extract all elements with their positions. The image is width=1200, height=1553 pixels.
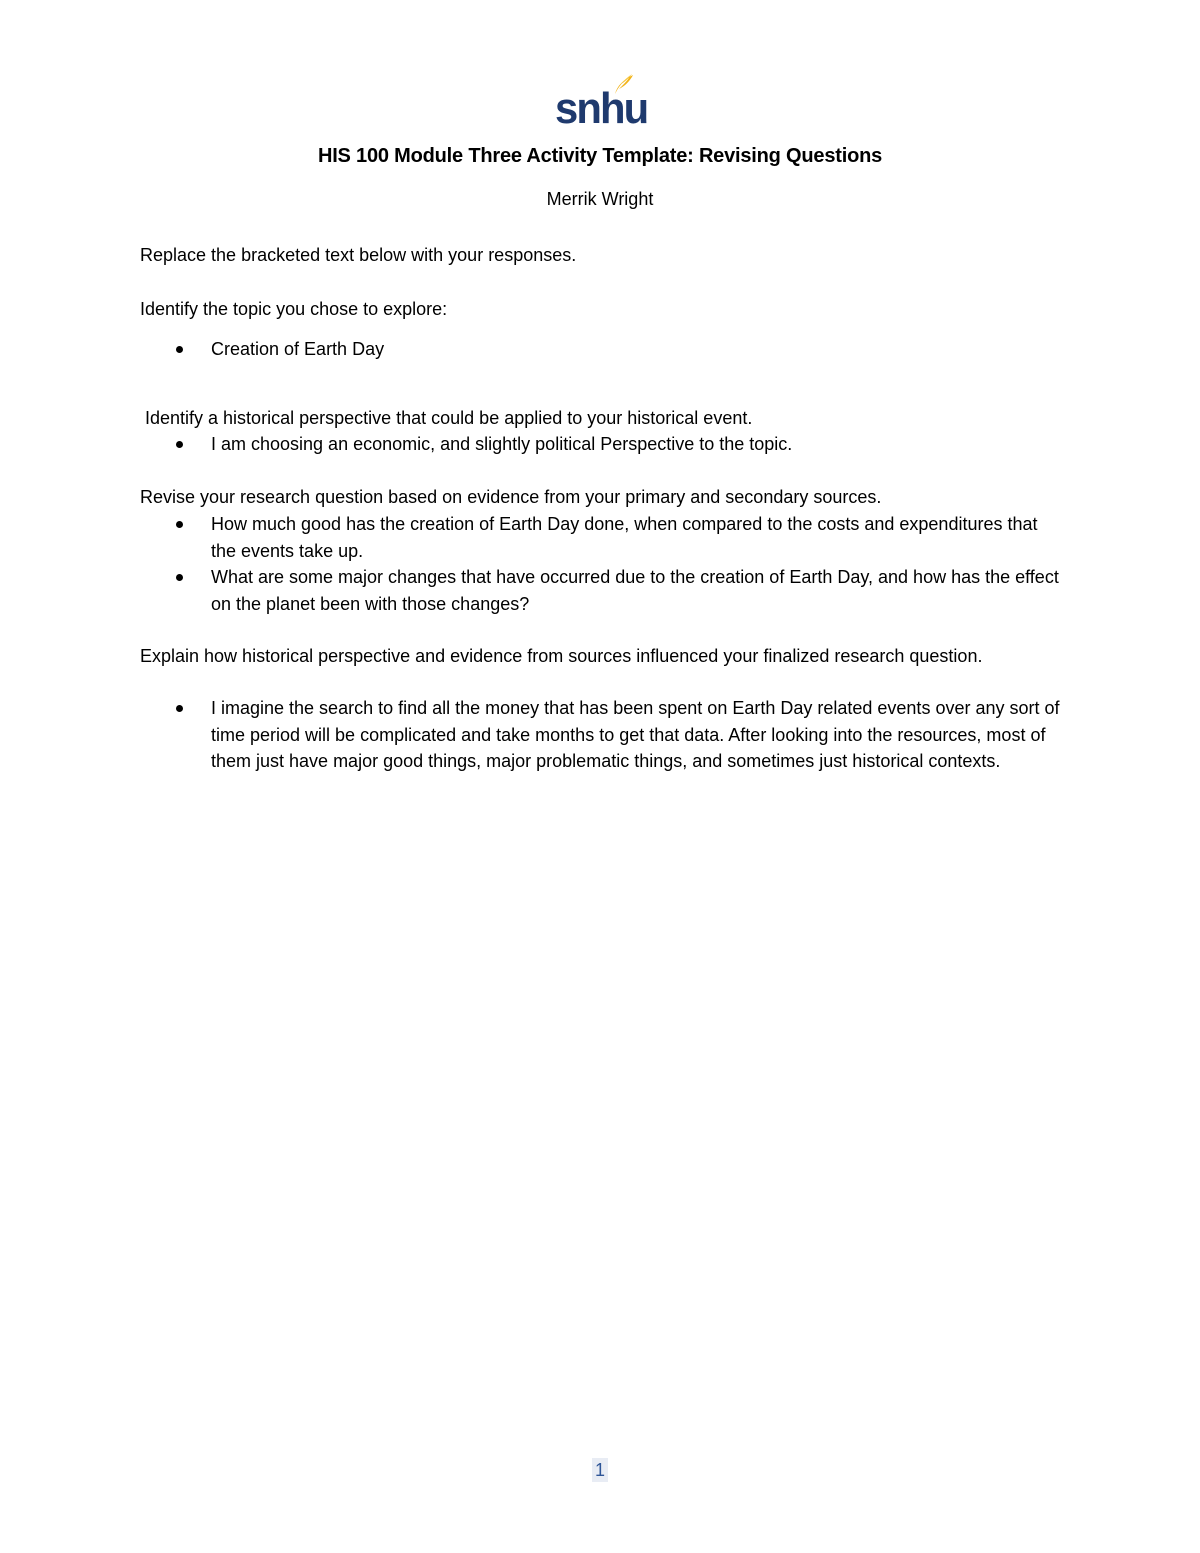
list-item xyxy=(140,431,1060,458)
bullet-icon xyxy=(176,441,183,448)
list-item xyxy=(140,511,1060,564)
bullet-icon xyxy=(176,574,183,581)
logo-wordmark: snhu xyxy=(555,84,648,133)
section-3-prompt: Revise your research question based on evidence from your primary and secondary sources. xyxy=(140,487,882,507)
section-2-prompt: Identify a historical perspective that could be applied to your historical event. xyxy=(140,408,753,428)
section-1-list xyxy=(140,336,1060,363)
section-1-prompt: Identify the topic you chose to explore: xyxy=(140,299,448,319)
section-4-list xyxy=(140,695,1060,775)
list-item xyxy=(140,564,1060,617)
author-name: Merrik Wright xyxy=(546,189,654,209)
list-item-text: I imagine the search to find all the money that has been spent on Earth Day related events over any sort of time period will be complicated and take months to get that data. After looking into the resources, most of them just have major good things, major problematic things, and sometimes just historical contexts. xyxy=(211,698,1060,771)
bullet-icon xyxy=(176,705,183,712)
list-item-text: What are some major changes that have occurred due to the creation of Earth Day, and how has the effect on the planet been with those changes? xyxy=(211,567,1059,614)
list-item-text: Creation of Earth Day xyxy=(211,339,385,359)
list-item xyxy=(140,695,1060,775)
list-item-text: How much good has the creation of Earth Day done, when compared to the costs and expenditures that the events take up. xyxy=(211,514,1038,561)
bullet-icon xyxy=(176,346,183,353)
section-2-list xyxy=(140,431,1060,458)
list-item-text: I am choosing an economic, and slightly political Perspective to the topic. xyxy=(211,434,793,454)
document-title: HIS 100 Module Three Activity Template: Revising Questions xyxy=(317,145,883,167)
section-3-list xyxy=(140,511,1060,617)
section-4-prompt: Explain how historical perspective and evidence from sources influenced your finalized research question. xyxy=(140,646,983,666)
snhu-logo xyxy=(555,72,648,134)
bullet-icon xyxy=(176,521,183,528)
instructions-text: Replace the bracketed text below with your responses. xyxy=(140,245,577,265)
page-number: 1 xyxy=(592,1458,608,1482)
list-item xyxy=(140,336,1060,363)
